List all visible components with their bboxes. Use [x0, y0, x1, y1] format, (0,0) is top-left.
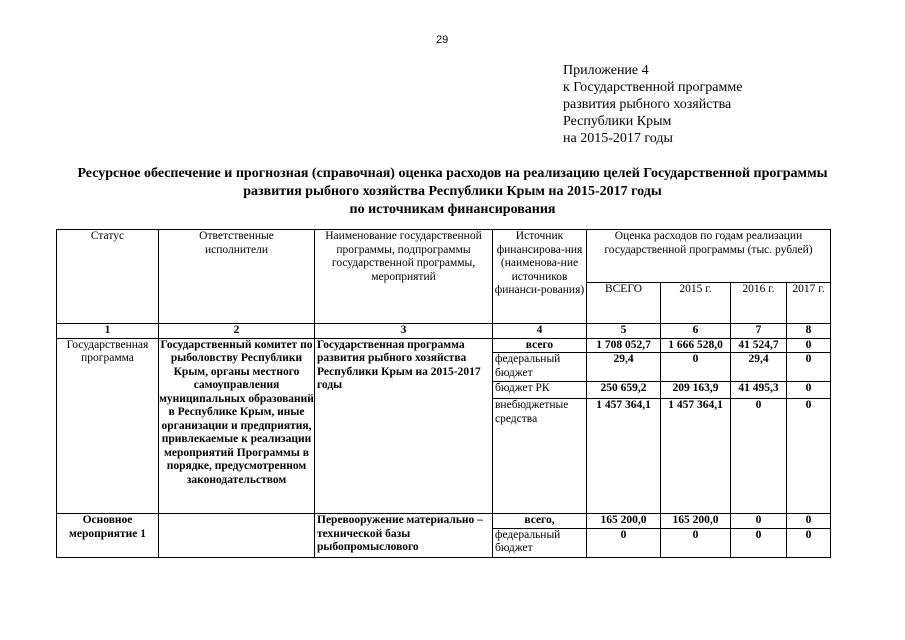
- annex-line: Республики Крым: [563, 114, 672, 129]
- y2016-cell: 41 495,3: [731, 382, 787, 399]
- col-number: 3: [315, 324, 493, 339]
- col-number: 7: [731, 324, 787, 339]
- source-cell: всего: [493, 338, 587, 353]
- y2015-cell: 0: [661, 353, 731, 382]
- col-number: 6: [661, 324, 731, 339]
- y2015-cell: 1 666 528,0: [661, 338, 731, 353]
- header-total: ВСЕГО: [587, 283, 661, 324]
- title-line: Ресурсное обеспечение и прогнозная (справочная) оценка расходов на реализацию целей Государственной программы: [77, 166, 828, 181]
- title-line: развития рыбного хозяйства Республики Крым на 2015-2017 годы: [243, 184, 662, 199]
- source-cell: всего,: [493, 514, 587, 529]
- annex-line: развития рыбного хозяйства: [563, 97, 732, 112]
- document-title: [40, 165, 865, 219]
- header-estimate: Оценка расходов по годам реализации государственной программы (тыс. рублей): [587, 230, 831, 283]
- y2016-cell: 29,4: [731, 353, 787, 382]
- source-cell: федеральный бюджет: [493, 353, 587, 382]
- page-number: 29: [436, 34, 449, 46]
- y2017-cell: 0: [787, 399, 831, 514]
- header-row: [57, 230, 831, 283]
- total-cell: 0: [587, 528, 661, 557]
- y2016-cell: 41 524,7: [731, 338, 787, 353]
- col-number: 2: [159, 324, 315, 339]
- col-number: 5: [587, 324, 661, 339]
- y2016-cell: 0: [731, 514, 787, 529]
- y2017-cell: 0: [787, 338, 831, 353]
- source-cell: федеральный бюджет: [493, 528, 587, 557]
- source-cell: внебюджетные средства: [493, 399, 587, 514]
- total-cell: 165 200,0: [587, 514, 661, 529]
- header-status: Статус: [57, 230, 159, 324]
- annex-line: на 2015-2017 годы: [563, 131, 673, 146]
- y2017-cell: 0: [787, 382, 831, 399]
- col-number: 4: [493, 324, 587, 339]
- program-status: Государственная программа: [57, 338, 159, 514]
- total-cell: 29,4: [587, 353, 661, 382]
- header-name: Наименование государственной программы, подпрограммы государственной программы, мероприятий: [315, 230, 493, 324]
- header-responsible: Ответственные исполнители: [159, 230, 315, 324]
- annex-line: Приложение 4: [563, 63, 649, 78]
- measure-status: Основное мероприятие 1: [57, 514, 159, 558]
- header-source: Источник финансирова-ния (наименова-ние источников финанси-рования): [493, 230, 587, 324]
- y2017-cell: 0: [787, 353, 831, 382]
- program-name: Государственная программа развития рыбного хозяйства Республики Крым на 2015-2017 годы: [315, 338, 493, 514]
- measure-responsible: [159, 514, 315, 558]
- measure-name: Перевооружение материально – технической базы рыбопромыслового: [315, 514, 493, 558]
- header-2016: 2016 г.: [731, 283, 787, 324]
- annex-line: к Государственной программе: [563, 80, 743, 95]
- y2015-cell: 165 200,0: [661, 514, 731, 529]
- table-row: [57, 338, 831, 353]
- total-cell: 250 659,2: [587, 382, 661, 399]
- annex-note: [563, 62, 742, 147]
- total-cell: 1 457 364,1: [587, 399, 661, 514]
- title-line: по источникам финансирования: [349, 202, 556, 217]
- header-2015: 2015 г.: [661, 283, 731, 324]
- y2015-cell: 209 163,9: [661, 382, 731, 399]
- source-cell: бюджет РК: [493, 382, 587, 399]
- program-responsible: Государственный комитет по рыболовству Республики Крым, органы местного самоуправления муниципальных образований в Республике Крым, иные организации и предприятия, привлекаемые к реализации мероприятий Программы в порядке, предусмотренном законодательством: [159, 338, 315, 514]
- funding-table: [56, 229, 831, 558]
- column-number-row: [57, 324, 831, 339]
- y2016-cell: 0: [731, 528, 787, 557]
- y2017-cell: 0: [787, 514, 831, 529]
- col-number: 1: [57, 324, 159, 339]
- y2015-cell: 0: [661, 528, 731, 557]
- y2015-cell: 1 457 364,1: [661, 399, 731, 514]
- y2017-cell: 0: [787, 528, 831, 557]
- col-number: 8: [787, 324, 831, 339]
- total-cell: 1 708 052,7: [587, 338, 661, 353]
- y2016-cell: 0: [731, 399, 787, 514]
- table-row: [57, 514, 831, 529]
- header-2017: 2017 г.: [787, 283, 831, 324]
